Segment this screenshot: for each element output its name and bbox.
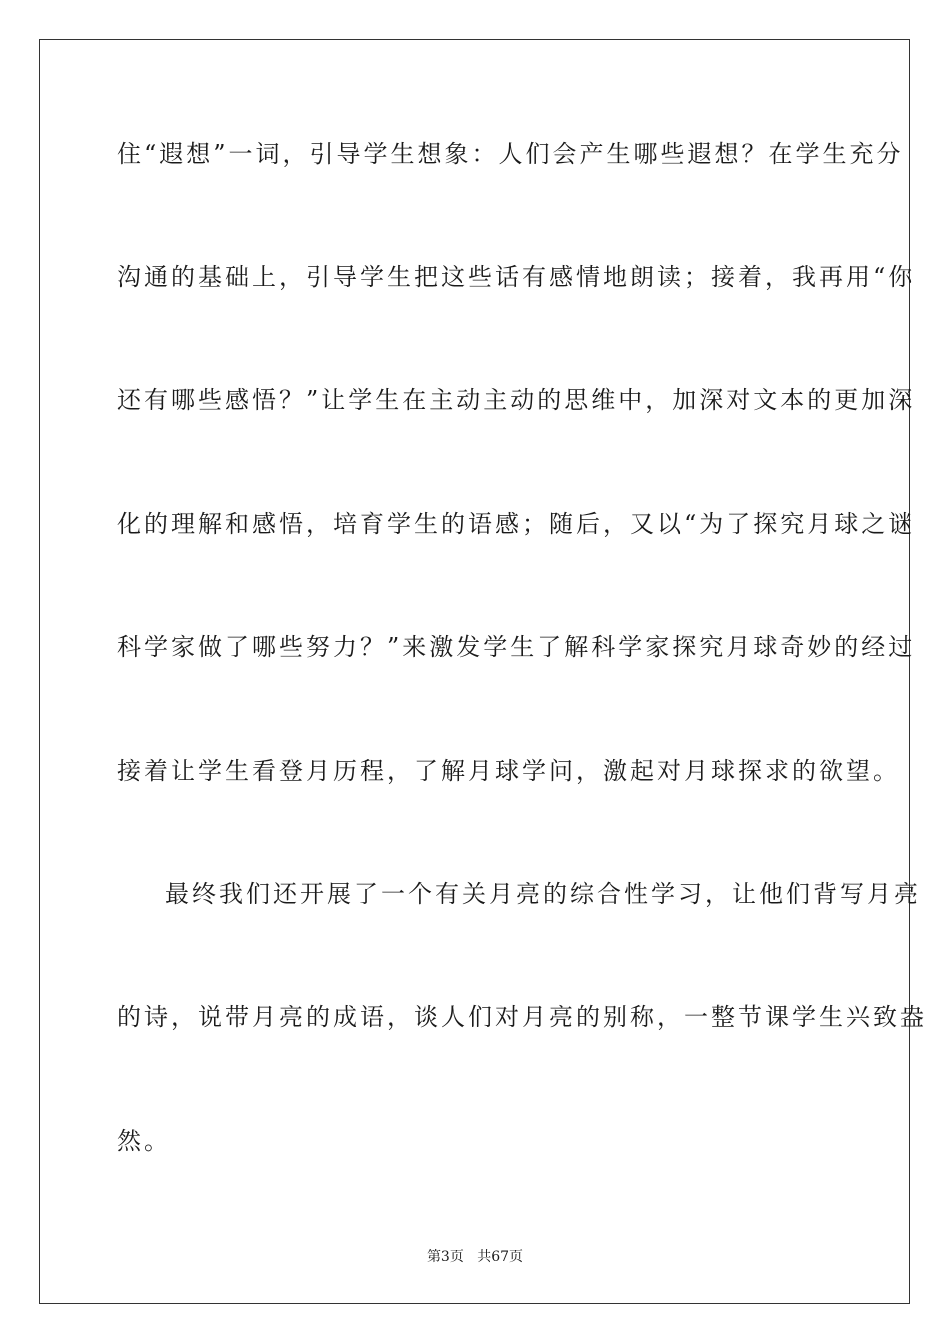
body-line-2: 沟通的基础上，引导学生把这些话有感情地朗读；接着，我再用“你	[117, 263, 916, 291]
body-line-3: 还有哪些感悟？”让学生在主动主动的思维中，加深对文本的更加深	[117, 386, 916, 414]
body-line-8: 的诗，说带月亮的成语，谈人们对月亮的别称，一整节课学生兴致盎	[117, 1003, 927, 1031]
body-line-4: 化的理解和感悟，培育学生的语感；随后，又以“为了探究月球之谜	[117, 510, 916, 538]
page-number: 第3页	[426, 1249, 464, 1265]
page-border	[39, 39, 927, 1304]
body-line-7-paragraph-start: 最终我们还开展了一个有关月亮的综合性学习，让他们背写月亮	[165, 880, 921, 908]
body-line-5: 科学家做了哪些努力？”来激发学生了解科学家探究月球奇妙的经过	[117, 633, 916, 661]
body-line-6: 接着让学生看登月历程，了解月球学问，激起对月球探求的欲望。	[117, 757, 900, 785]
body-line-1: 住“遐想”一词，引导学生想象：人们会产生哪些遐想？在学生充分	[117, 140, 904, 168]
page-footer	[0, 1248, 950, 1266]
body-line-9: 然。	[117, 1127, 171, 1155]
page-total: 共67页	[477, 1249, 524, 1265]
